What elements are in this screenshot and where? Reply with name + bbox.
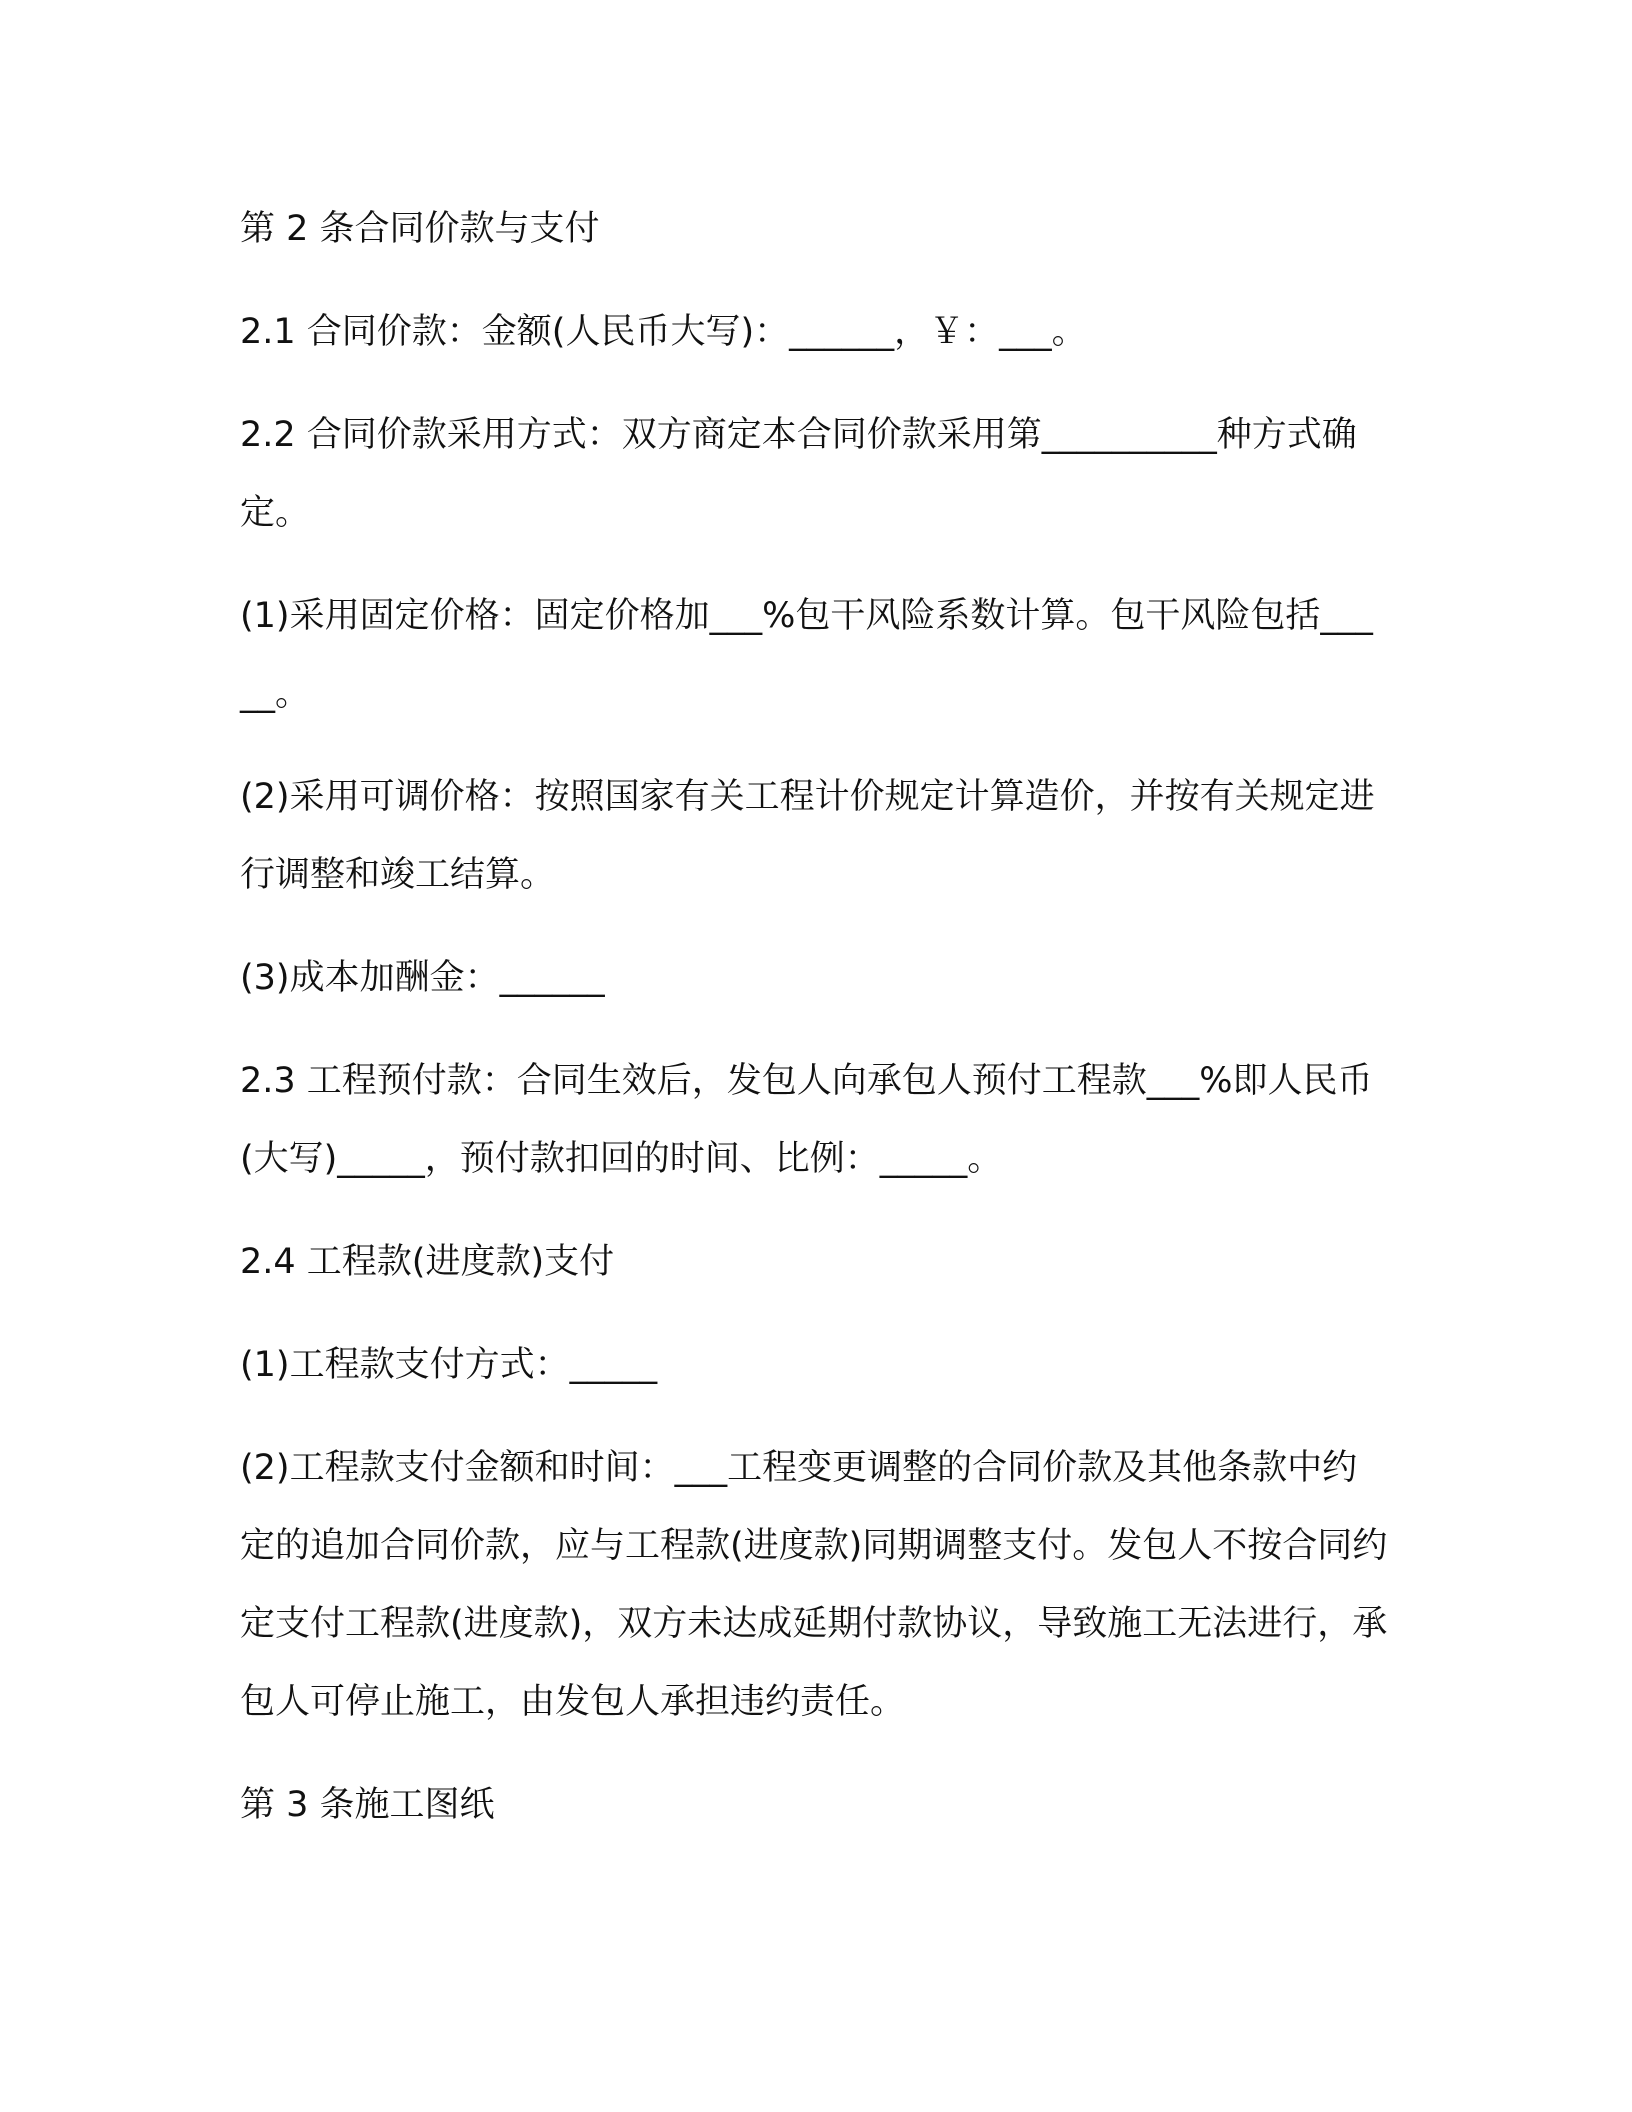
document-body: [240, 190, 1390, 1869]
clause-2-2-3-cost-plus: (3)成本加酬金：______: [240, 958, 605, 998]
clause-2-3-advance-payment: 2.3 工程预付款：合同生效后，发包人向承包人预付工程款___%即人民币(大写)_____，预付款扣回的时间、比例：_____。: [240, 1061, 1373, 1179]
section-3-heading: 第 3 条施工图纸: [240, 1785, 495, 1825]
clause-2-2-2-adjustable-price: (2)采用可调价格：按照国家有关工程计价规定计算造价，并按有关规定进行调整和竣工结算。: [240, 777, 1375, 895]
clause-2-4-1-payment-method: (1)工程款支付方式：_____: [240, 1345, 658, 1385]
clause-2-2-price-method: 2.2 合同价款采用方式：双方商定本合同价款采用第__________种方式确定。: [240, 415, 1357, 533]
clause-2-1-contract-price: 2.1 合同价款：金额(人民币大写)：______，￥：___。: [240, 312, 1087, 352]
section-2-heading: 第 2 条合同价款与支付: [240, 209, 600, 249]
clause-2-2-1-fixed-price: (1)采用固定价格：固定价格加___%包干风险系数计算。包干风险包括_____。: [240, 596, 1373, 714]
clause-2-4-progress-payment: 2.4 工程款(进度款)支付: [240, 1242, 615, 1282]
clause-2-4-2-payment-amount-time: (2)工程款支付金额和时间：___工程变更调整的合同价款及其他条款中约定的追加合同价款，应与工程款(进度款)同期调整支付。发包人不按合同约定支付工程款(进度款)，双方未达成延期付款协议，导致施工无法进行，承包人可停止施工，由发包人承担违约责任。: [240, 1448, 1388, 1722]
